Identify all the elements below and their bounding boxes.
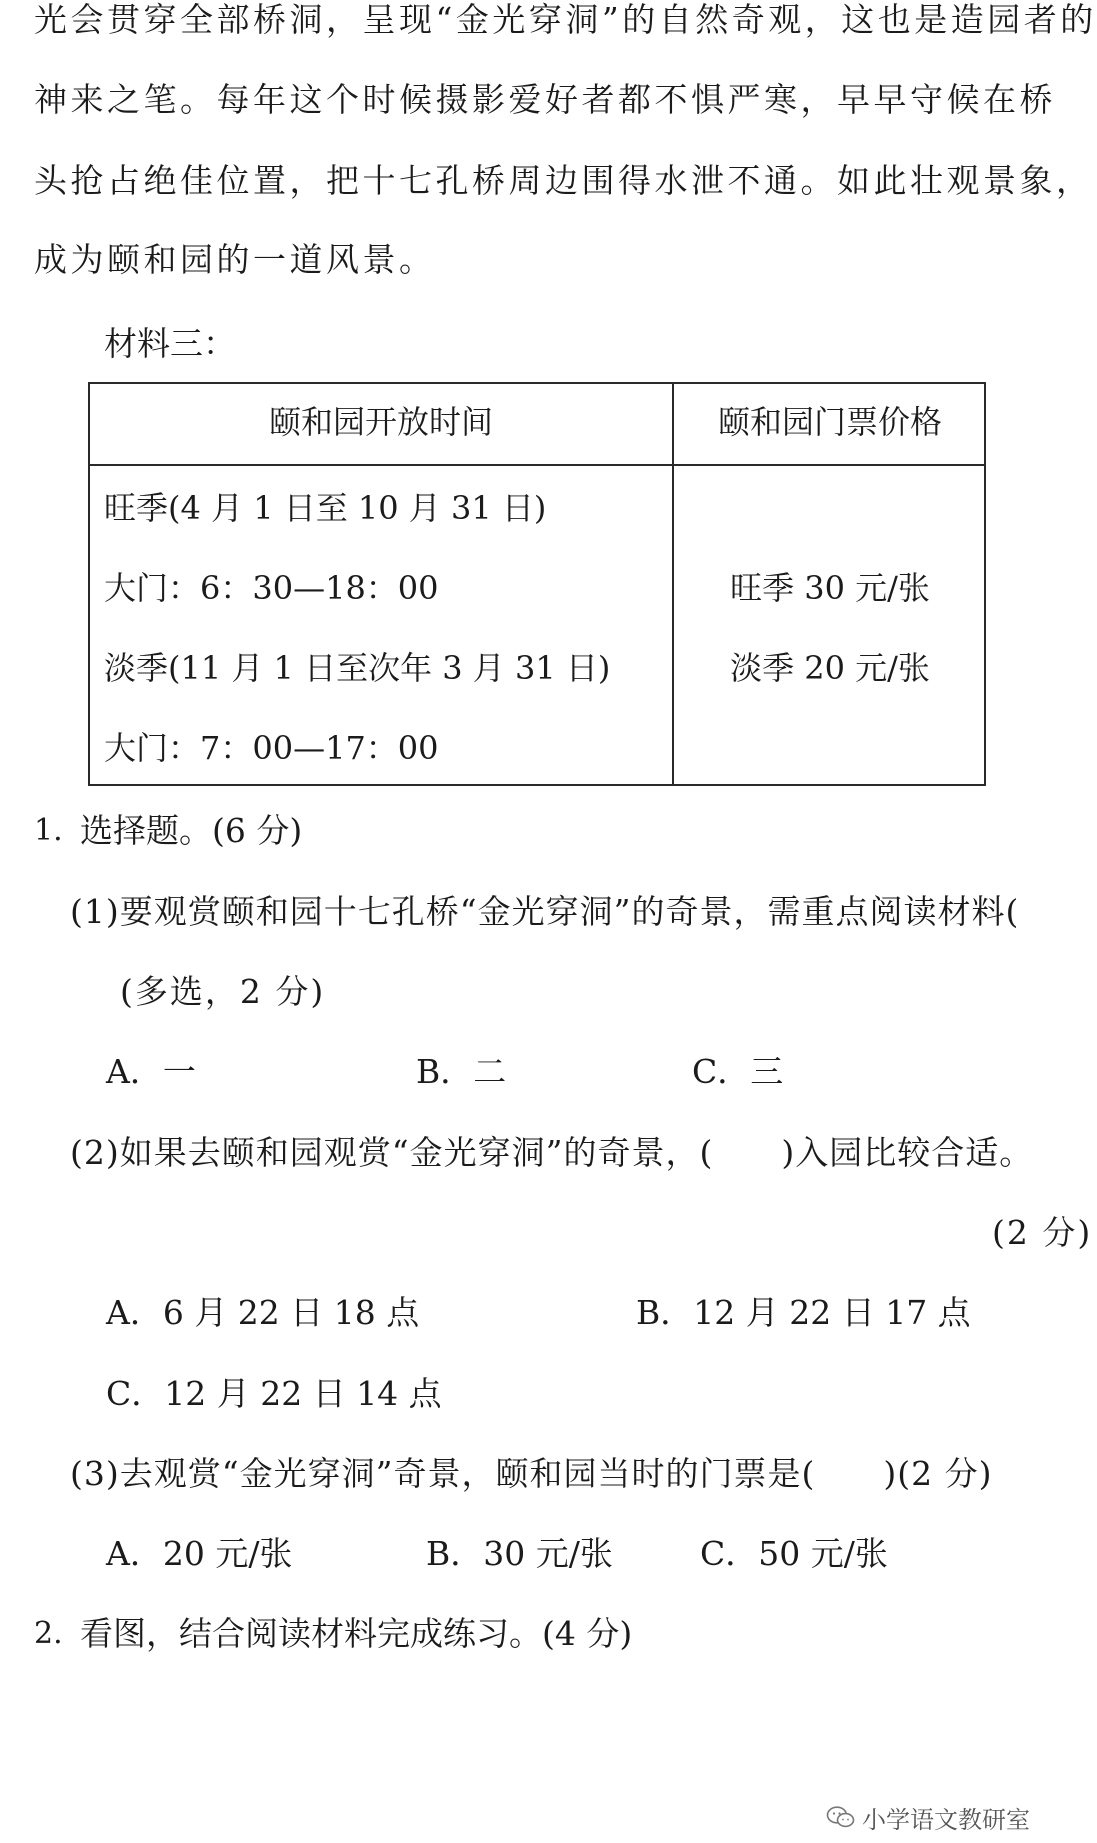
table-cell-price: 淡季 20 元/张 [730,649,930,687]
subquestion-1-points: (多选，2 分) [120,972,326,1011]
table-header-price: 颐和园门票价格 [717,403,942,441]
question-title: 看图，结合阅读材料完成练习。(4 分) [80,1614,633,1653]
passage-line: 头抢占绝佳位置，把十七孔桥周边围得水泄不通。如此壮观景象， [34,161,1093,200]
option-c[interactable]: C．12 月 22 日 14 点 [106,1374,442,1413]
table-divider [90,464,984,466]
table-cell-hours: 淡季(11 月 1 日至次年 3 月 31 日) [104,649,611,687]
option-a[interactable]: A．20 元/张 [106,1534,293,1573]
table-cell-hours: 旺季(4 月 1 日至 10 月 31 日) [104,489,547,527]
subquestion-2-text: (2)如果去颐和园观赏“金光穿洞”的奇景，( )入园比较合适。 [70,1133,1034,1172]
hours-price-table [88,382,986,786]
table-cell-price: 旺季 30 元/张 [730,569,930,607]
option-b[interactable]: B．12 月 22 日 17 点 [636,1293,971,1332]
watermark-text: 小学语文教研室 [862,1805,1030,1834]
passage-line: 光会贯穿全部桥洞，呈现“金光穿洞”的自然奇观，这也是造园者的 [34,0,1097,39]
question-number: 1. [34,813,63,848]
passage-line: 神来之笔。每年这个时候摄影爱好者都不惧严寒，早早守候在桥 [34,80,1056,119]
question-number: 2. [34,1616,63,1651]
watermark [826,1800,1030,1834]
option-b[interactable]: B．二 [416,1052,507,1091]
option-c[interactable]: C．三 [692,1052,784,1091]
option-a[interactable]: A．一 [106,1052,196,1091]
table-cell-hours: 大门：7：00—17：00 [104,729,439,767]
material-three-heading: 材料三： [104,324,236,363]
subquestion-2-points: (2 分) [992,1213,1093,1252]
wechat-icon [826,1805,856,1829]
option-c[interactable]: C．50 元/张 [700,1534,888,1573]
subquestion-3-text: (3)去观赏“金光穿洞”奇景，颐和园当时的门票是( )(2 分) [70,1454,993,1493]
table-header-hours: 颐和园开放时间 [268,403,493,441]
passage-line: 成为颐和园的一道风景。 [34,240,436,279]
question-title: 选择题。(6 分) [80,811,303,850]
option-b[interactable]: B．30 元/张 [426,1534,613,1573]
option-a[interactable]: A．6 月 22 日 18 点 [106,1293,420,1332]
subquestion-1-text: (1)要观赏颐和园十七孔桥“金光穿洞”的奇景，需重点阅读材料( [70,892,1020,931]
table-cell-hours: 大门：6：30—18：00 [104,569,439,607]
